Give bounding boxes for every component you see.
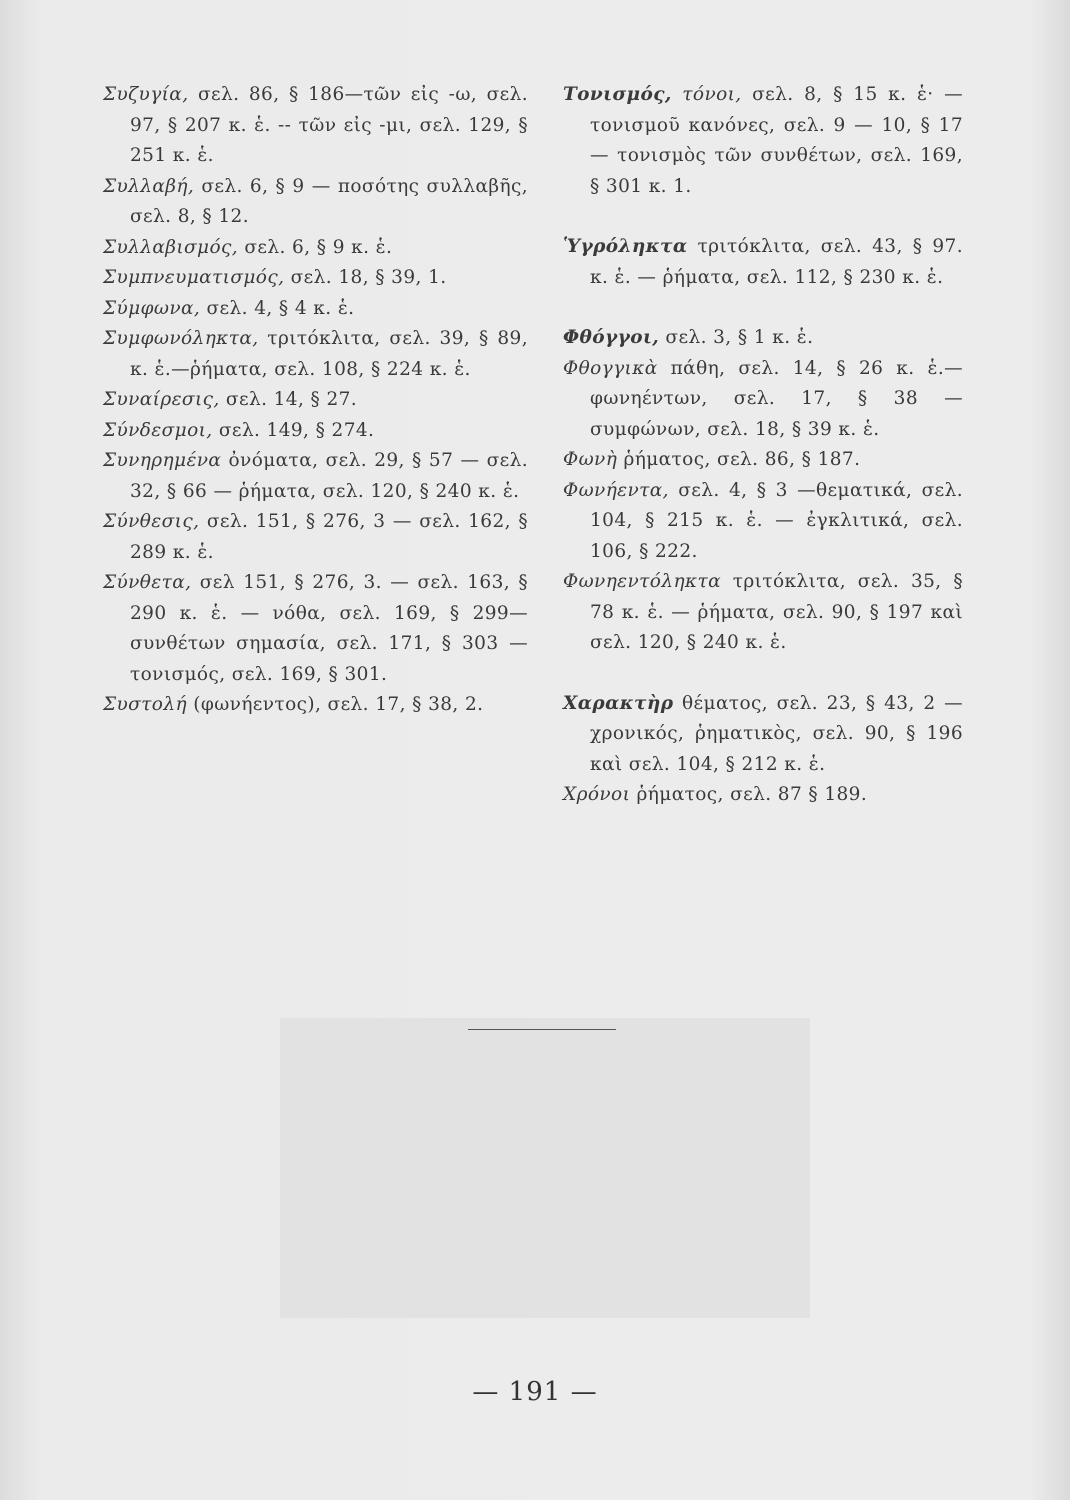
- page-number: — 191 —: [472, 1377, 598, 1407]
- index-entry: [563, 476, 963, 568]
- index-term: Σύνδεσμοι,: [103, 419, 213, 441]
- index-column-left: [103, 80, 528, 721]
- index-entry: [103, 324, 528, 385]
- index-references: σελ. 4, § 4 κ. ἑ.: [200, 297, 355, 319]
- index-references: σελ. 86, § 186—τῶν εἰς -ω, σελ. 97, § 207 κ. ἑ. -- τῶν εἰς -μι, σελ. 129, § 251 κ. ἑ.: [130, 84, 528, 166]
- index-references: σελ. 4, § 3 —θεματικά, σελ. 104, § 215 κ. ἑ. — ἐγκλιτικά, σελ. 106, § 222.: [590, 479, 963, 562]
- index-references: τριτόκλιτα, σελ. 43, § 97. κ. ἑ. — ῥήματα, σελ. 112, § 230 κ. ἑ.: [590, 236, 963, 288]
- index-entry: [103, 568, 528, 690]
- index-entry: [563, 323, 963, 354]
- index-references: σελ. 151, § 276, 3 — σελ. 162, § 289 κ. ἑ.: [130, 511, 528, 563]
- index-term: Συζυγία,: [103, 84, 189, 105]
- section-divider: [468, 1029, 616, 1030]
- index-term: Συλλαβισμός,: [103, 236, 239, 258]
- index-term: Ὑγρόληκτα: [563, 236, 688, 257]
- index-entry: [103, 690, 528, 721]
- index-entry: [103, 172, 528, 233]
- index-references: σελ. 8, § 15 κ. ἑ· —τονισμοῦ κανόνες, σελ. 9 — 10, § 17 — τονισμὸς τῶν συνθέτων, σελ. 169, § 301 κ. 1.: [590, 84, 963, 197]
- index-references: ὀνόματα, σελ. 29, § 57 — σελ. 32, § 66 — ῥήματα, σελ. 120, § 240 κ. ἑ.: [130, 450, 528, 502]
- index-term: Χρόνοι: [563, 784, 631, 805]
- index-term: Σύνθετα,: [103, 572, 192, 593]
- index-term: Συλλαβή,: [103, 175, 195, 197]
- index-term: Χαρακτὴρ: [563, 692, 674, 714]
- index-term: Τονισμός,: [563, 84, 672, 105]
- index-term: Συμπνευματισμός,: [103, 267, 285, 288]
- index-references: θέματος, σελ. 23, § 43, 2 — χρονικός, ῥηματικὸς, σελ. 90, § 196 καὶ σελ. 104, § 212 κ. ἑ.: [590, 692, 963, 775]
- index-entry: [563, 567, 963, 659]
- index-column-right: [563, 80, 963, 811]
- index-term: Σύνθεσις,: [103, 511, 200, 532]
- index-references: πάθη, σελ. 14, § 26 κ. ἑ.—φωνηέντων, σελ. 17, § 38 —συμφώνων, σελ. 18, § 39 κ. ἑ.: [590, 357, 963, 440]
- index-references: ῥήματος, σελ. 86, § 187.: [617, 449, 861, 470]
- index-term-secondary: τόνοι,: [671, 84, 742, 105]
- index-term: Φωνὴ: [563, 449, 618, 470]
- index-references: σελ. 3, § 1 κ. ἑ.: [659, 327, 814, 348]
- index-references: σελ. 6, § 9 — ποσότης συλλαβῆς, σελ. 8, § 12.: [130, 175, 528, 227]
- index-references: (φωνήεντος), σελ. 17, § 38, 2.: [186, 694, 484, 715]
- index-term: Συστολή: [103, 694, 187, 715]
- index-term: Φθόγγοι,: [563, 327, 660, 348]
- index-entry: [563, 780, 963, 811]
- index-references: σελ. 18, § 39, 1.: [284, 267, 447, 288]
- index-term: Φωνήεντα,: [563, 479, 669, 501]
- index-entry: [563, 80, 963, 202]
- index-term: Φωνηεντόληκτα: [563, 571, 721, 592]
- index-term: Συναίρεσις,: [103, 389, 220, 410]
- index-term: Φθογγικὰ: [563, 357, 658, 379]
- index-references: τριτόκλιτα, σελ. 39, § 89, κ. ἑ.—ῥήματα, σελ. 108, § 224 κ. ἑ.: [130, 328, 528, 380]
- index-entry: [103, 385, 528, 416]
- index-references: σελ. 14, § 27.: [219, 389, 358, 410]
- index-entry: [103, 507, 528, 568]
- index-entry: [563, 445, 963, 476]
- index-entry: [103, 263, 528, 294]
- index-entry: [103, 80, 528, 172]
- index-references: σελ. 149, § 274.: [212, 419, 375, 441]
- index-entry: [103, 446, 528, 507]
- index-term: Συμφωνόληκτα,: [103, 328, 259, 349]
- index-entry: [563, 232, 963, 293]
- index-entry: [103, 233, 528, 264]
- index-entry: [563, 354, 963, 446]
- index-term: Σύμφωνα,: [103, 297, 201, 319]
- index-entry: [563, 689, 963, 781]
- faint-shadow: [280, 1018, 810, 1318]
- index-references: σελ 151, § 276, 3. — σελ. 163, § 290 κ. ἑ. — νόθα, σελ. 169, § 299—συνθέτων σημασία, σελ. 171, § 303 — τονισμός, σελ. 169, § 301.: [130, 572, 528, 685]
- index-entry: [103, 294, 528, 325]
- index-references: σελ. 6, § 9 κ. ἑ.: [238, 236, 393, 258]
- index-references: ῥήματος, σελ. 87 § 189.: [630, 784, 868, 805]
- index-term: Συνηρημένα: [103, 450, 222, 471]
- index-references: τριτόκλιτα, σελ. 35, § 78 κ. ἑ. — ῥήματα, σελ. 90, § 197 καὶ σελ. 120, § 240 κ. ἑ.: [590, 571, 963, 653]
- index-entry: [103, 416, 528, 447]
